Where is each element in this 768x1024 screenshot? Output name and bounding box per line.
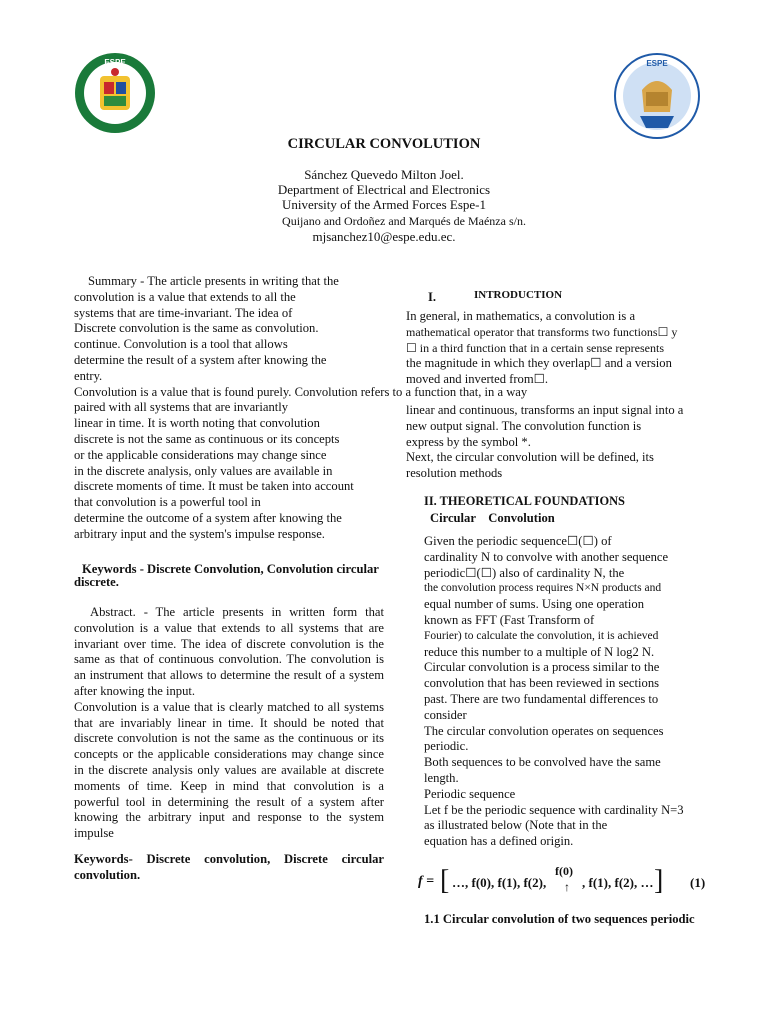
section-2-subtitle: Circular Convolution [430, 511, 555, 525]
equation-term-origin: f(0) [555, 864, 573, 878]
logo-left-text: ESPE [104, 58, 126, 67]
equation-term: , f(1), f(2), … [582, 875, 654, 890]
section-2-line: length. [424, 770, 459, 785]
summary-line: entry. [74, 368, 103, 383]
summary-line: convolution is a value that extends to all the [74, 289, 296, 304]
equation-lhs: f = [418, 874, 435, 889]
intro-block [406, 309, 720, 388]
section-2-line: equal number of sums. Using one operation [424, 597, 644, 612]
intro-number: I. [428, 290, 437, 304]
intro-line: express by the symbol *. [406, 434, 531, 449]
section-2-line: The circular convolution operates on sequences [424, 723, 664, 738]
section-2-line: equation has a defined origin. [424, 834, 574, 849]
summary-line: determine the result of a system after knowing the [74, 352, 327, 367]
section-2-line: Fourier) to calculate the convolution, it is achieved [424, 629, 659, 642]
section-2-block [424, 534, 718, 850]
summary-line: in the discrete analysis, only values are available in [74, 463, 333, 478]
section-2-line: consider [424, 707, 467, 722]
equation-term: …, f(0), f(1), f(2), [452, 875, 550, 890]
section-2-line: Periodic sequence [424, 786, 516, 801]
intro-line: resolution methods [406, 466, 503, 481]
summary-line: paired with all systems that are invariantly [74, 400, 289, 415]
summary-line: Convolution is a value that is found purely. Convolution refers to a function that, in a way [74, 384, 528, 399]
intro-line: new output signal. The convolution function is [406, 418, 642, 433]
summary-line: discrete moments of time. It must be taken into account [74, 479, 354, 494]
espe-logo-right [612, 50, 702, 142]
section-2-title: II. THEORETICAL FOUNDATIONS [424, 494, 625, 508]
intro-cont-block [406, 403, 720, 482]
equation-right-bracket: ] [654, 865, 664, 896]
summary-line: discrete is not the same as continuous or its concepts [74, 431, 340, 446]
intro-line: moved and inverted from☐. [406, 372, 549, 387]
section-2-line: as illustrated below (Note that in the [424, 818, 608, 833]
intro-line: mathematical operator that transforms two functions☐ y [406, 324, 678, 339]
page-title: CIRCULAR CONVOLUTION [287, 136, 481, 152]
section-2-line: known as FFT (Fast Transform of [424, 612, 595, 627]
equation-number: (1) [690, 875, 706, 890]
intro-line: the magnitude in which they overlap☐ and a version [406, 356, 672, 371]
section-2-line: the convolution process requires N×N products and [424, 582, 662, 595]
abstract-paragraph: Convolution is a value that is clearly matched to all systems that are invariably linear in time. It should be noted that discrete convolution is not the same as the continuous or its concepts or the applicable considerations may change since in the discrete analysis only values are available at discrete moments of time. Keep in mind that convolution is a powerful tool in determining the result of a system after knowing the arbitrary input and response to the system impulse [74, 699, 384, 841]
university: University of the Armed Forces Espe-1 [282, 197, 486, 212]
summary-line: Discrete convolution is the same as convolution. [74, 321, 319, 336]
subsection-1-1: 1.1 Circular convolution of two sequences periodic [424, 912, 695, 926]
intro-line: ☐ in a third function that in a certain sense represents [406, 340, 665, 355]
email: mjsanchez10@espe.edu.ec. [312, 229, 456, 244]
section-2-line: past. There are two fundamental differences to [424, 691, 659, 706]
summary-line: arbitrary input and the system's impulse response. [74, 526, 325, 541]
summary-line: determine the outcome of a system after knowing the [74, 510, 342, 525]
section-2-line: periodic☐(☐) also of cardinality N, the [424, 565, 625, 580]
section-2-line: Both sequences to be convolved have the same [424, 755, 661, 770]
section-2-line: convolution that has been reviewed in sections [424, 676, 660, 691]
intro-title: INTRODUCTION [474, 289, 563, 301]
summary-line: that convolution is a powerful tool in [74, 495, 261, 510]
logo-right-text: ESPE [646, 59, 668, 68]
equation-origin-arrow: ↑ [564, 880, 570, 894]
section-2-line: periodic. [424, 739, 469, 754]
section-2-line: cardinality N to convolve with another sequence [424, 549, 669, 564]
department: Department of Electrical and Electronics [277, 182, 491, 197]
intro-line: In general, in mathematics, a convolution is a [406, 309, 636, 323]
summary-line: systems that are time-invariant. The idea of [74, 305, 293, 320]
intro-line: linear and continuous, transforms an input signal into a [406, 403, 684, 417]
espe-logo-left [74, 52, 156, 134]
equation-1 [418, 864, 718, 900]
section-2-line: Let f be the periodic sequence with cardinality N=3 [424, 802, 684, 817]
author-name: Sánchez Quevedo Milton Joel. [304, 167, 464, 182]
intro-line: Next, the circular convolution will be defined, its [406, 450, 654, 465]
keywords-1: Keywords - Discrete Convolution, Convolution circular discrete. [74, 562, 379, 589]
summary-line: or the applicable considerations may change since [74, 447, 327, 462]
section-2-line: Given the periodic sequence☐(☐) of [424, 534, 612, 548]
address: Quijano and Ordoñez and Marqués de Maénza s/n. [282, 214, 526, 228]
section-2-line: reduce this number to a multiple of N log2 N. [424, 644, 655, 659]
abstract-block [74, 605, 384, 842]
summary-line: Summary - The article presents in writing that the [88, 274, 339, 288]
summary-line: linear in time. It is worth noting that convolution [74, 416, 320, 431]
equation-left-bracket: [ [440, 865, 450, 896]
section-2-line: Circular convolution is a process similar to the [424, 660, 660, 675]
abstract-paragraph: Abstract. - The article presents in written form that convolution is a value that extends to all systems that are invariant over time. The idea of discrete convolution is the same as that of continuous convolution. The convolution is an instrument that allows to determine the result of a system after knowing the input. [74, 605, 384, 698]
summary-line: continue. Convolution is a tool that allows [74, 337, 288, 352]
keywords-2: Keywords- Discrete convolution, Discrete circular convolution. [74, 852, 384, 882]
